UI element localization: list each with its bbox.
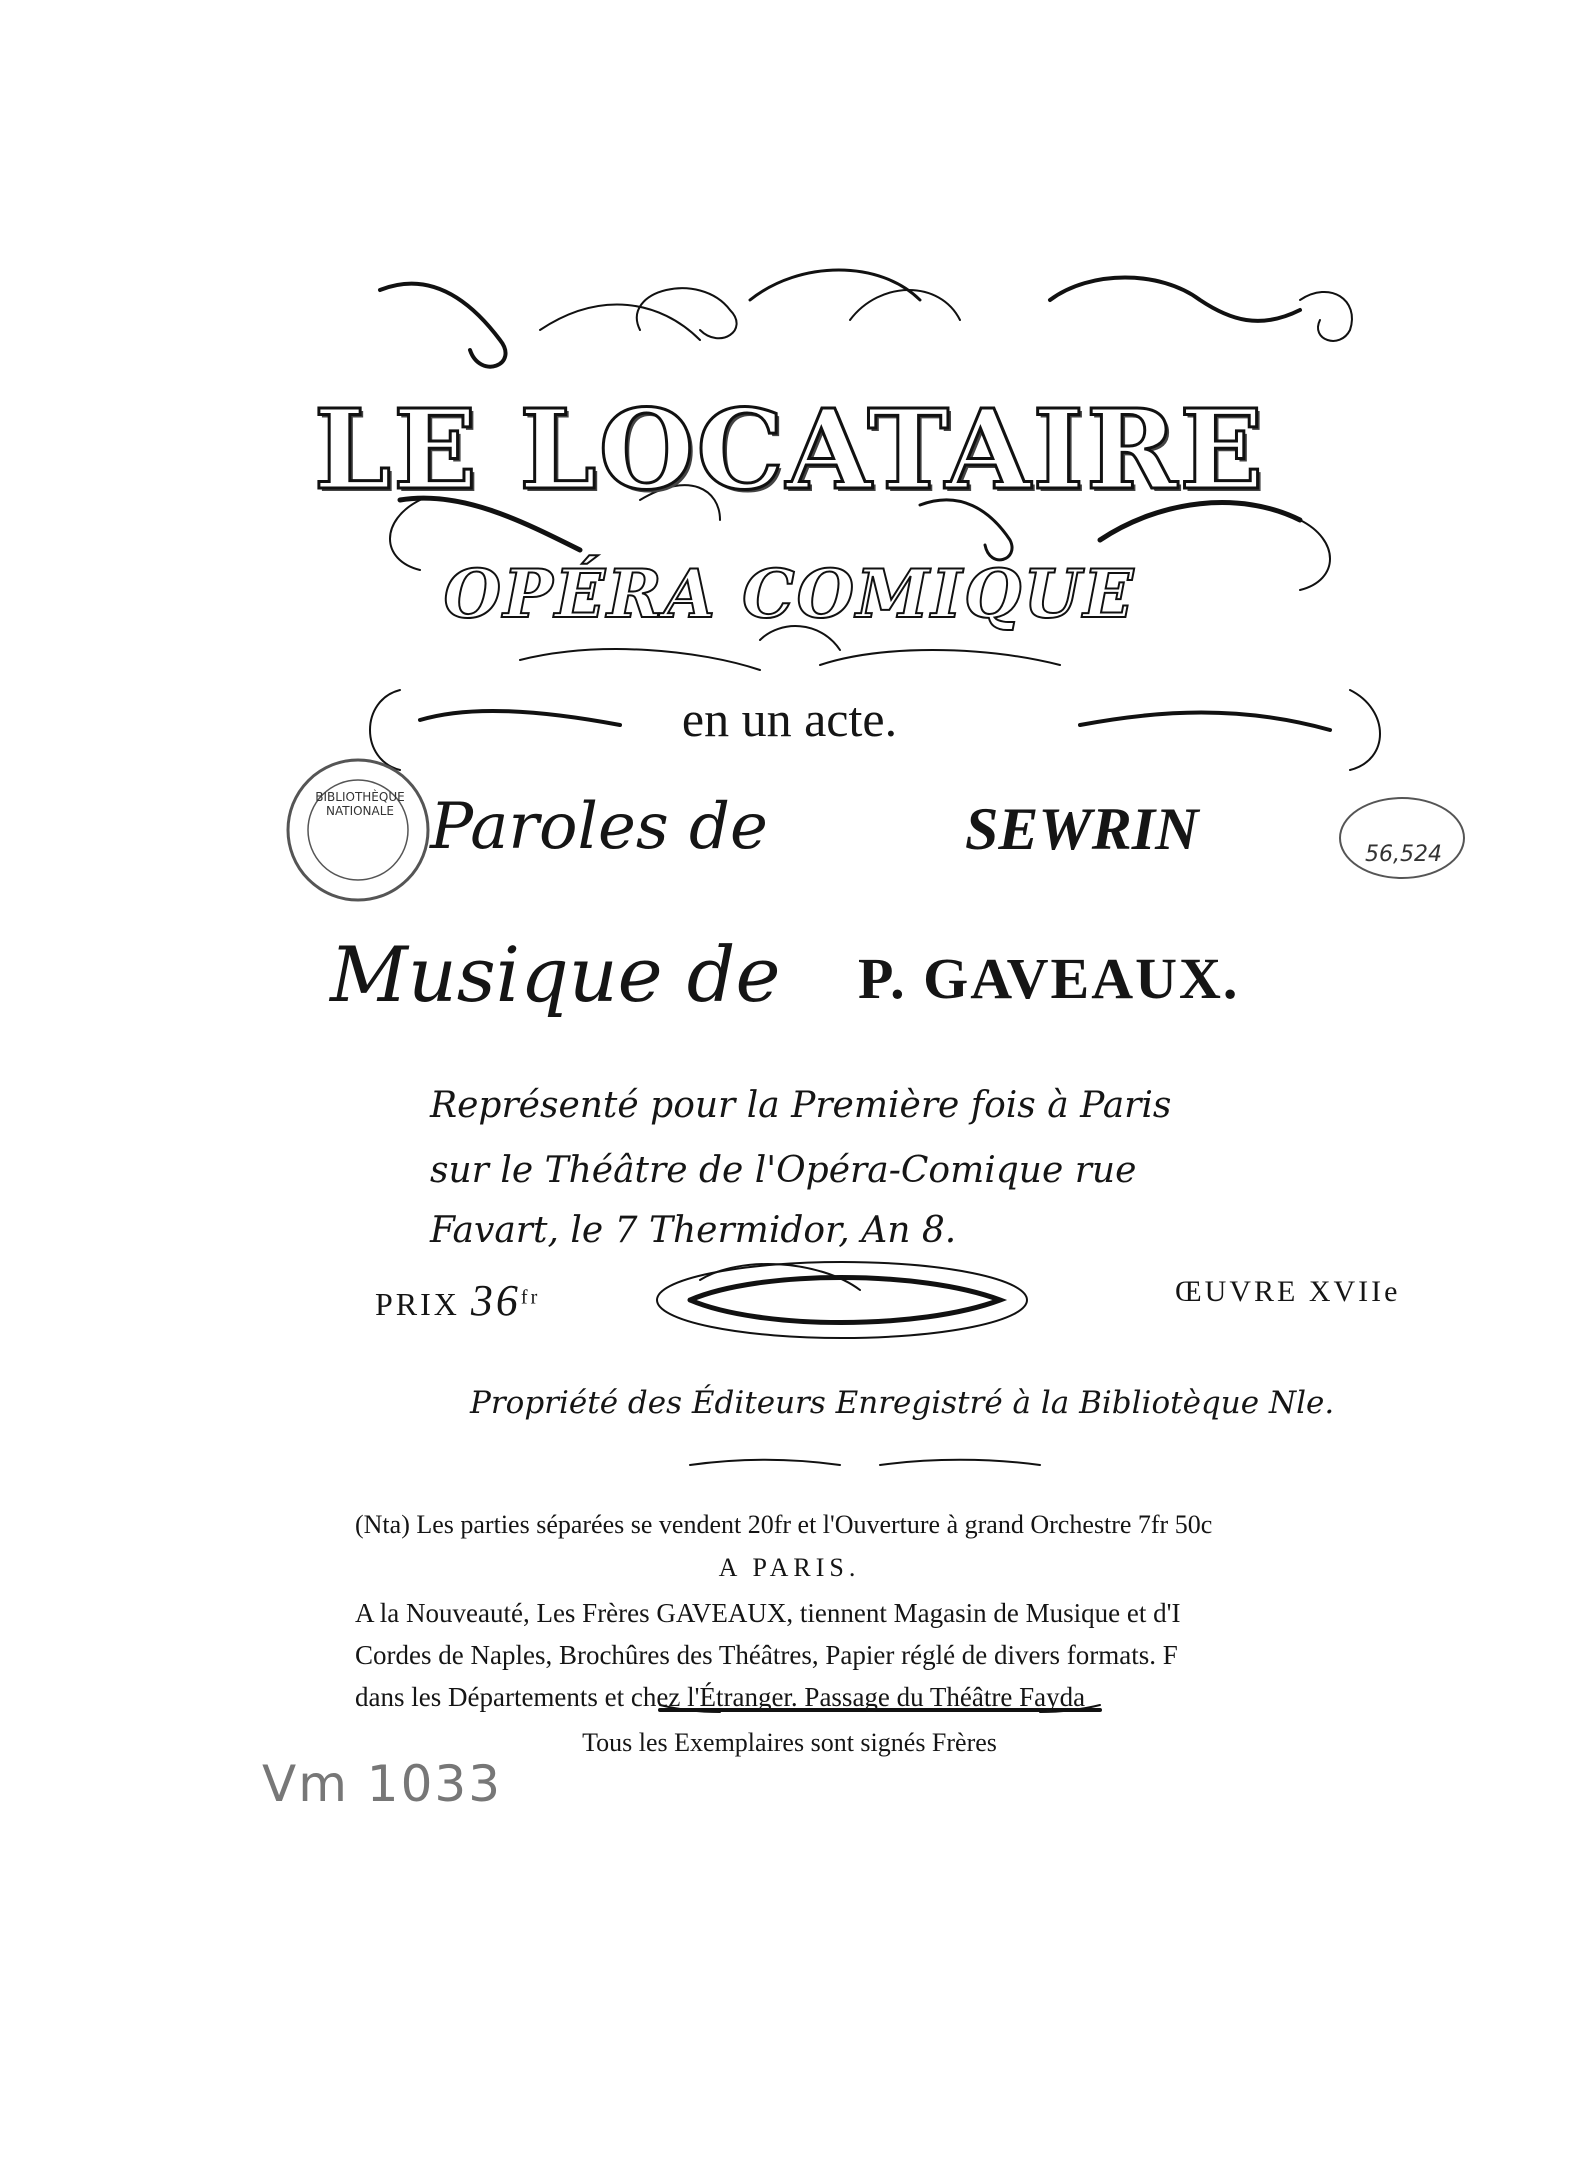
address-line-3: dans les Départements et chez l'Étranger. Passage du Théâtre Fayda bbox=[355, 1682, 1086, 1712]
acts: en un acte. bbox=[681, 691, 898, 747]
opus-number: ŒUVRE XVIIe bbox=[1175, 1275, 1401, 1308]
address-line-2: Cordes de Naples, Brochûres des Théâtres, Papier réglé de divers formats. F bbox=[355, 1640, 1178, 1670]
price-value: 36 bbox=[470, 1276, 521, 1325]
signature-note: Tous les Exemplaires sont signés Frères bbox=[582, 1728, 997, 1757]
performance-line-2: sur le Théâtre de l'Opéra-Comique rue bbox=[430, 1150, 1137, 1191]
genre: OPÉRA COMIQUE bbox=[443, 555, 1136, 633]
address-line-1: A la Nouveauté, Les Frères GAVEAUX, tiennent Magasin de Musique et d'I bbox=[355, 1598, 1181, 1628]
library-stamp-left: BIBLIOTHÈQUE NATIONALE bbox=[315, 790, 405, 818]
performance-line-3: Favart, le 7 Thermidor, An 8. bbox=[430, 1210, 957, 1251]
city: A PARIS. bbox=[718, 1553, 861, 1582]
price-unit: fr bbox=[520, 1286, 541, 1309]
library-stamp-right: 56,524 bbox=[1365, 842, 1442, 867]
lyricist-label: Paroles de bbox=[430, 790, 768, 864]
composer-name: P. GAVEAUX. bbox=[858, 946, 1240, 1011]
property-notice: Propriété des Éditeurs Enregistré à la Bibliotèque Nle. bbox=[470, 1385, 1335, 1421]
title: LE LOCATAIRE bbox=[313, 385, 1266, 514]
composer-label: Musique de bbox=[330, 930, 781, 1019]
price bbox=[375, 1275, 540, 1326]
parts-price-note: (Nta) Les parties séparées se vendent 20fr et l'Ouverture à grand Orchestre 7fr 50c bbox=[355, 1510, 1213, 1539]
shelfmark: Vm 1033 bbox=[262, 1755, 503, 1813]
performance-line-1: Représenté pour la Première fois à Paris bbox=[430, 1085, 1172, 1126]
price-label: PRIX bbox=[375, 1286, 460, 1322]
lyricist-name: SEWRIN bbox=[965, 796, 1199, 862]
